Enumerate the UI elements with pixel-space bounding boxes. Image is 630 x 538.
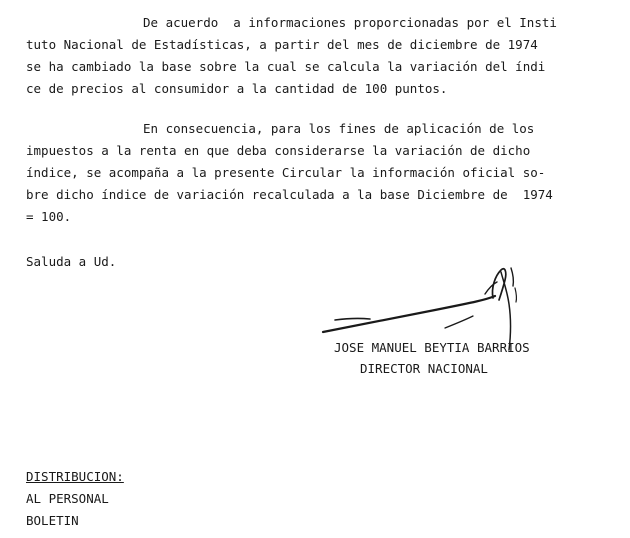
paragraph-2-line-3: índice, se acompaña a la presente Circular la información oficial so- [26,165,546,180]
paragraph-1-line-3: se ha cambiado la base sobre la cual se calcula la variación del índi [26,59,546,74]
paragraph-2-line-5: = 100. [26,209,72,224]
closing-salutation: Saluda a Ud. [26,254,117,269]
signatory-name: JOSE MANUEL BEYTIA BARRIOS [334,340,530,355]
signatory-title: DIRECTOR NACIONAL [360,361,488,376]
paragraph-1-line-2: tuto Nacional de Estadísticas, a partir del mes de diciembre de 1974 [26,37,538,52]
paragraph-1-line-4: ce de precios al consumidor a la cantidad de 100 puntos. [26,81,448,96]
paragraph-1-line-1: De acuerdo a informaciones proporcionadas por el Insti [143,15,557,30]
paragraph-2-line-2: impuestos a la renta en que deba considerarse la variación de dicho [26,143,531,158]
distribution-heading: DISTRIBUCION: [26,469,124,484]
paragraph-2-line-4: bre dicho índice de variación recalculada a la base Diciembre de 1974 [26,187,553,202]
distribution-item-personal: AL PERSONAL [26,491,109,506]
distribution-item-boletin: BOLETIN [26,513,79,528]
paragraph-2-line-1: En consecuencia, para los fines de aplicación de los [143,121,535,136]
